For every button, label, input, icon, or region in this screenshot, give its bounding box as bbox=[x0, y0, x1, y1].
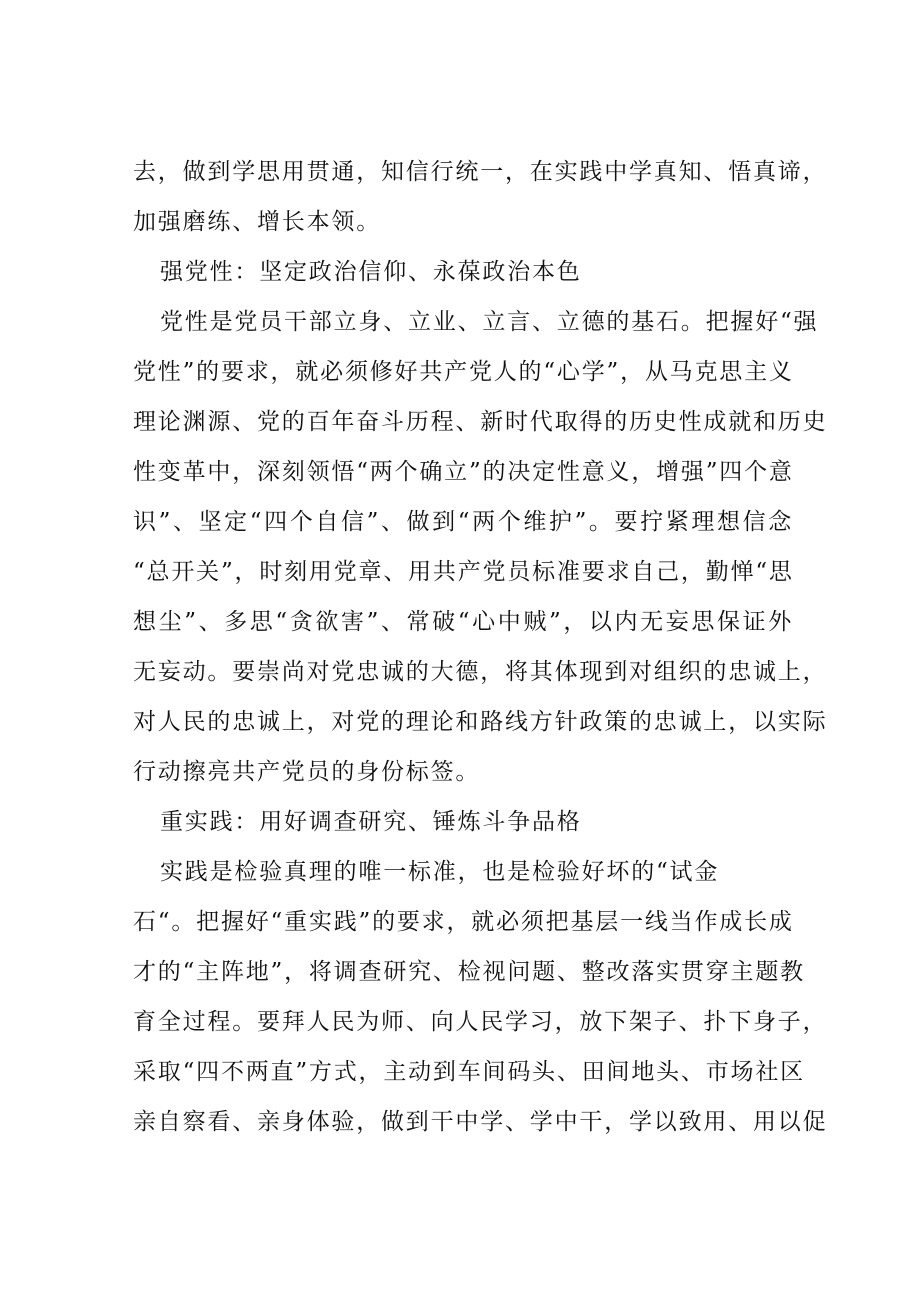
text-line: 理论渊源、党的百年奋斗历程、新时代取得的历史性成就和历史 bbox=[133, 409, 828, 435]
section-heading: 强党性：坚定政治信仰、永葆政治本色 bbox=[160, 259, 582, 285]
text-line: 性变革中，深刻领悟“两个确立”的决定性意义，增强”四个意 bbox=[133, 459, 794, 485]
text-line: 识”、坚定“四个自信”、做到“两个维护”。要拧紧理想信念 bbox=[133, 509, 793, 535]
text-line: 才的“主阵地”，将调查研究、检视问题、整改落实贯穿主题教 bbox=[133, 959, 805, 985]
text-line: 亲自察看、亲身体验，做到干中学、学中干，学以致用、用以促 bbox=[133, 1109, 828, 1135]
text-line: 党性”的要求，就必须修好共产党人的“心学”，从马克思主义 bbox=[133, 359, 794, 385]
text-line: 对人民的忠诚上，对党的理论和路线方针政策的忠诚上，以实际 bbox=[133, 709, 828, 735]
text-line: 采取“四不两直”方式，主动到车间码头、田间地头、市场社区 bbox=[133, 1059, 805, 1085]
text-line: 行动擦亮共产党员的身份标签。 bbox=[133, 759, 481, 785]
text-line: 加强磨练、增长本领。 bbox=[133, 209, 381, 235]
section-heading: 重实践：用好调查研究、锤炼斗争品格 bbox=[160, 809, 582, 835]
text-line: 育全过程。要拜人民为师、向人民学习，放下架子、扑下身子， bbox=[133, 1009, 828, 1035]
text-line: “总开关”，时刻用党章、用共产党员标准要求自己，勤惮“思 bbox=[133, 559, 794, 585]
text-line: 石“。把握好“重实践”的要求，就必须把基层一线当作成长成 bbox=[133, 909, 794, 935]
text-line: 无妄动。要崇尚对党忠诚的大德，将其体现到对组织的忠诚上， bbox=[133, 659, 828, 685]
text-line: 实践是检验真理的唯一标准，也是检验好坏的“试金 bbox=[160, 859, 720, 885]
text-line: 想尘”、多思“贪欲害”、常破“心中贼”，以内无妄思保证外 bbox=[133, 609, 793, 635]
text-line: 党性是党员干部立身、立业、立言、立德的基石。把握好“强 bbox=[160, 309, 819, 335]
text-line: 去，做到学思用贯通，知信行统一，在实践中学真知、悟真谛， bbox=[133, 159, 828, 185]
